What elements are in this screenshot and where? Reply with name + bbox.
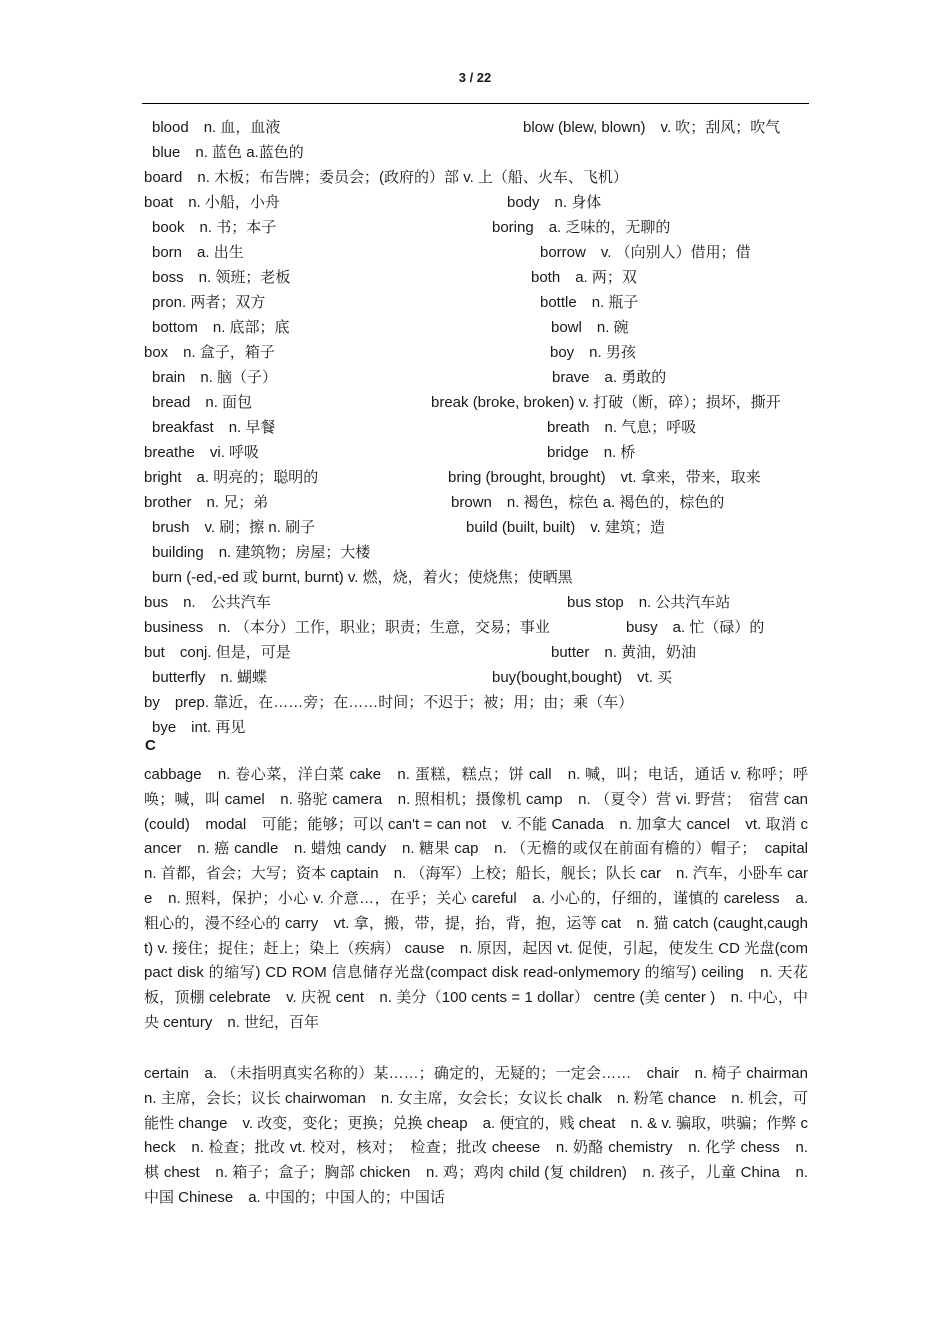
vocab-row — [0, 115, 950, 140]
vocab-entry-right: bowl n. 碗 — [551, 319, 629, 336]
vocab-row — [0, 590, 950, 615]
vocab-entry-right: blow (blew, blown) v. 吹；刮风；吹气 — [523, 119, 781, 136]
vocab-row — [0, 340, 950, 365]
vocab-row — [0, 415, 950, 440]
vocab-entry-right: busy a. 忙（碌）的 — [626, 619, 765, 636]
vocab-entry-right: butter n. 黄油，奶油 — [551, 644, 697, 661]
vocab-entry-left: boat n. 小船，小舟 — [144, 194, 280, 211]
vocab-entry-left: box n. 盒子，箱子 — [144, 344, 275, 361]
vocab-entry-left: but conj. 但是，可是 — [144, 644, 291, 661]
vocab-entry-right: bottle n. 瓶子 — [540, 294, 639, 311]
vocab-row — [0, 615, 950, 640]
vocab-entry-left: bright a. 明亮的；聪明的 — [144, 469, 319, 486]
vocab-row — [0, 165, 950, 190]
vocab-entry-right: boy n. 男孩 — [550, 344, 636, 361]
vocab-entry-left: blood n. 血，血液 — [152, 119, 281, 136]
vocab-entry-left: bread n. 面包 — [152, 394, 253, 411]
vocab-entry-left: brush v. 刷；擦 n. 刷子 — [152, 519, 316, 536]
vocab-row — [0, 515, 950, 540]
vocab-row — [0, 240, 950, 265]
vocab-entry-left: business n. （本分）工作，职业；职责；生意，交易；事业 — [144, 619, 550, 636]
header-rule — [142, 103, 809, 104]
vocab-row — [0, 140, 950, 165]
vocab-entry-left: brother n. 兄；弟 — [144, 494, 269, 511]
vocab-row — [0, 640, 950, 665]
vocab-row — [0, 190, 950, 215]
vocab-entry-right: borrow v. （向别人）借用；借 — [540, 244, 751, 261]
vocab-entry-right: breath n. 气息；呼吸 — [547, 419, 697, 436]
vocab-entry-right: boring a. 乏味的，无聊的 — [492, 219, 671, 236]
vocab-entry-right: bridge n. 桥 — [547, 444, 636, 461]
vocab-entry-right: brave a. 勇敢的 — [552, 369, 667, 386]
vocab-entry-right: brown n. 褐色，棕色 a. 褐色的，棕色的 — [451, 494, 725, 511]
vocab-entry-right: break (broke, broken) v. 打破（断，碎）；损坏，撕开 — [431, 394, 781, 411]
vocab-entry-left: burn (-ed,-ed 或 burnt, burnt) v. 燃，烧，着火；使烧焦；使晒黑 — [152, 569, 573, 586]
vocab-entry-left: book n. 书；本子 — [152, 219, 277, 236]
vocab-entry-left: board n. 木板；布告牌；委员会；(政府的）部 v. 上（船、火车、飞机） — [144, 169, 628, 186]
vocab-row — [0, 540, 950, 565]
vocab-row — [0, 390, 950, 415]
vocab-entry-left: born a. 出生 — [152, 244, 244, 261]
vocab-row — [0, 490, 950, 515]
vocab-entry-right: bring (brought, brought) vt. 拿来，带来，取来 — [448, 469, 761, 486]
section-heading-c: C — [145, 737, 156, 754]
vocab-entry-left: butterfly n. 蝴蝶 — [152, 669, 268, 686]
vocab-row — [0, 315, 950, 340]
vocab-row — [0, 465, 950, 490]
vocab-entry-left: breakfast n. 早餐 — [152, 419, 276, 436]
vocab-entry-left: bus n. 公共汽车 — [144, 594, 271, 611]
page-number: 3 / 22 — [458, 70, 492, 85]
vocab-row — [0, 365, 950, 390]
vocab-entry-right: bus stop n. 公共汽车站 — [567, 594, 731, 611]
vocab-entry-left: brain n. 脑（子） — [152, 369, 278, 386]
vocab-row — [0, 690, 950, 715]
vocab-entry-left: bottom n. 底部；底 — [152, 319, 290, 336]
vocab-row — [0, 440, 950, 465]
section-c-paragraph-1: cabbage n. 卷心菜，洋白菜 cake n. 蛋糕，糕点；饼 call n. 喊，叫；电话，通话 v. 称呼；呼唤；喊，叫 camel n. 骆驼 camera n. 照相机；摄像机 camp n. （夏令）营 vi. 野营； 宿营 can (could) modal 可能；能够；可以 can't = can not v. 不能 Canada n. 加拿大 cancel vt. 取消 cancer n. 癌 candle n. 蜡烛 candy n. 糖果 cap n. （无檐的或仅在前面有檐的）帽子； capital n. 首都，省会；大写；资本 captain n. （海军）上校；船长，舰长；队长 car n. 汽车，小卧车 care n. 照料，保护；小心 v. 介意…，在乎；关心 careful a. 小心的，仔细的，谨慎的 careless a. 粗心的，漫不经心的 carry vt. 拿，搬，带，提，抬，背，抱，运等 cat n. 猫 catch (caught,caught) v. 接住；捉住；赶上；染上（疾病） cause n. 原因，起因 vt. 促使，引起，使发生 CD 光盘(compact disk 的缩写) CD ROM 信息储存光盘(compact disk read-onlymemory 的缩写) ceiling n. 天花板，顶棚 celebrate v. 庆祝 cent n. 美分（100 cents = 1 dollar） centre (美 center ) n. 中心，中央 century n. 世纪，百年 — [144, 766, 824, 1031]
vocab-entry-left: building n. 建筑物；房屋；大楼 — [152, 544, 371, 561]
vocab-entry-left: bye int. 再见 — [152, 719, 246, 736]
vocab-row — [0, 715, 950, 740]
vocab-row — [0, 565, 950, 590]
vocab-entry-left: boss n. 领班；老板 — [152, 269, 291, 286]
vocab-entry-left: pron. 两者；双方 — [152, 294, 266, 311]
vocab-entry-right: both a. 两；双 — [531, 269, 637, 286]
vocab-row — [0, 215, 950, 240]
vocab-row — [0, 265, 950, 290]
vocab-entry-right: build (built, built) v. 建筑；造 — [466, 519, 665, 536]
vocab-entry-right: buy(bought,bought) vt. 买 — [492, 669, 673, 686]
vocab-entry-left: breathe vi. 呼吸 — [144, 444, 260, 461]
vocab-row — [0, 665, 950, 690]
vocab-row — [0, 290, 950, 315]
vocab-entry-right: body n. 身体 — [507, 194, 602, 211]
section-c-paragraph-2: certain a. （未指明真实名称的）某……；确定的，无疑的；一定会…… chair n. 椅子 chairman n. 主席，会长；议长 chairwoman n. 女主席，女会长；女议长 chalk n. 粉笔 chance n. 机会，可能性 change v. 改变，变化；更换；兑换 cheap a. 便宜的，贱 cheat n. & v. 骗取，哄骗；作弊 check n. 检查；批改 vt. 校对，核对； 检查；批改 cheese n. 奶酪 chemistry n. 化学 chess n. 棋 chest n. 箱子；盒子；胸部 chicken n. 鸡；鸡肉 child (复 children) n. 孩子，儿童 China n. 中国 Chinese a. 中国的；中国人的；中国话 — [144, 1065, 824, 1206]
vocab-entry-left: blue n. 蓝色 a.蓝色的 — [152, 144, 304, 161]
vocab-entry-left: by prep. 靠近，在……旁；在……时间；不迟于；被；用；由；乘（车） — [144, 694, 634, 711]
